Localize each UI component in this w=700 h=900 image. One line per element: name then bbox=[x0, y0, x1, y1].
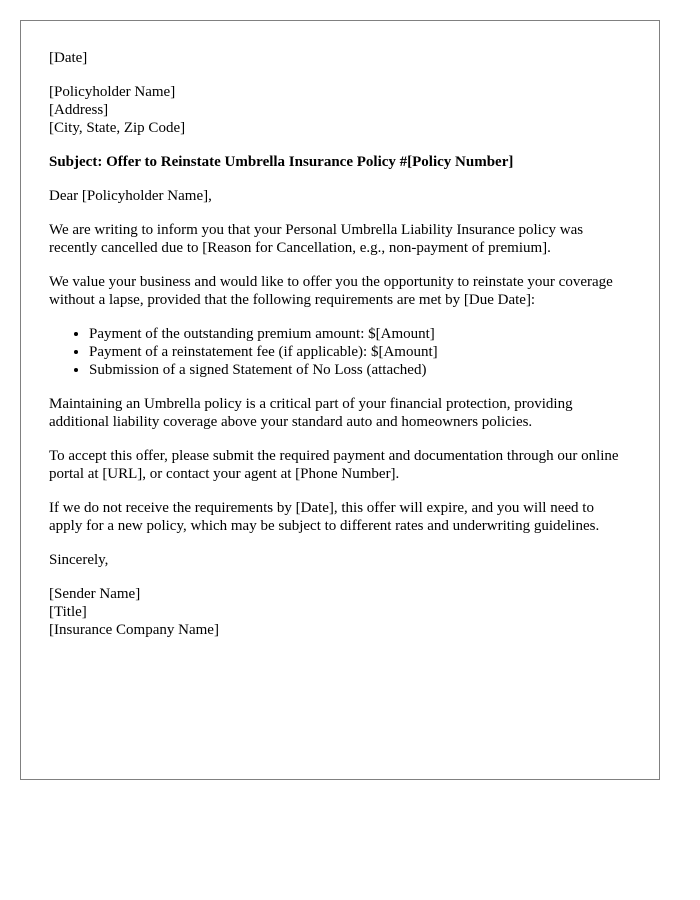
body-paragraph-expiration: If we do not receive the requirements by [Date], this offer will expire, and you will need to apply for a new policy, which may be subject to different rates and underwriting guidelines. bbox=[49, 500, 600, 534]
letter-salutation: Dear [Policyholder Name], bbox=[49, 188, 212, 204]
requirements-list bbox=[49, 325, 631, 379]
sender-title: [Title] bbox=[49, 604, 87, 620]
recipient-address: [Address] bbox=[49, 102, 109, 118]
body-paragraph-cancellation: We are writing to inform you that your Personal Umbrella Liability Insurance policy was recently cancelled due to [Reason for Cancellation, e.g., non-payment of premium]. bbox=[49, 222, 584, 256]
letter-signoff: Sincerely, bbox=[49, 552, 109, 568]
body-paragraph-importance: Maintaining an Umbrella policy is a critical part of your financial protection, providing additional liability coverage above your standard auto and homeowners policies. bbox=[49, 396, 573, 430]
body-paragraph-how-to-accept: To accept this offer, please submit the required payment and documentation through our online portal at [URL], or contact your agent at [Phone Number]. bbox=[49, 448, 619, 482]
sender-company: [Insurance Company Name] bbox=[49, 622, 219, 638]
body-paragraph-reinstatement-offer: We value your business and would like to offer you the opportunity to reinstate your coverage without a lapse, provided that the following requirements are met by [Due Date]: bbox=[49, 274, 613, 308]
recipient-address-block bbox=[49, 83, 631, 137]
requirement-item: • Payment of the outstanding premium amount: $[Amount] bbox=[89, 325, 631, 343]
recipient-name: [Policyholder Name] bbox=[49, 84, 176, 100]
letter-subject: Subject: Offer to Reinstate Umbrella Insurance Policy #[Policy Number] bbox=[49, 154, 514, 170]
letter-date: [Date] bbox=[49, 50, 88, 66]
sender-name: [Sender Name] bbox=[49, 586, 141, 602]
recipient-city-state-zip: [City, State, Zip Code] bbox=[49, 120, 186, 136]
requirement-item: • Submission of a signed Statement of No Loss (attached) bbox=[89, 361, 631, 379]
requirement-item: • Payment of a reinstatement fee (if applicable): $[Amount] bbox=[89, 343, 631, 361]
sender-signature-block bbox=[49, 585, 631, 639]
letter-page bbox=[20, 20, 660, 780]
